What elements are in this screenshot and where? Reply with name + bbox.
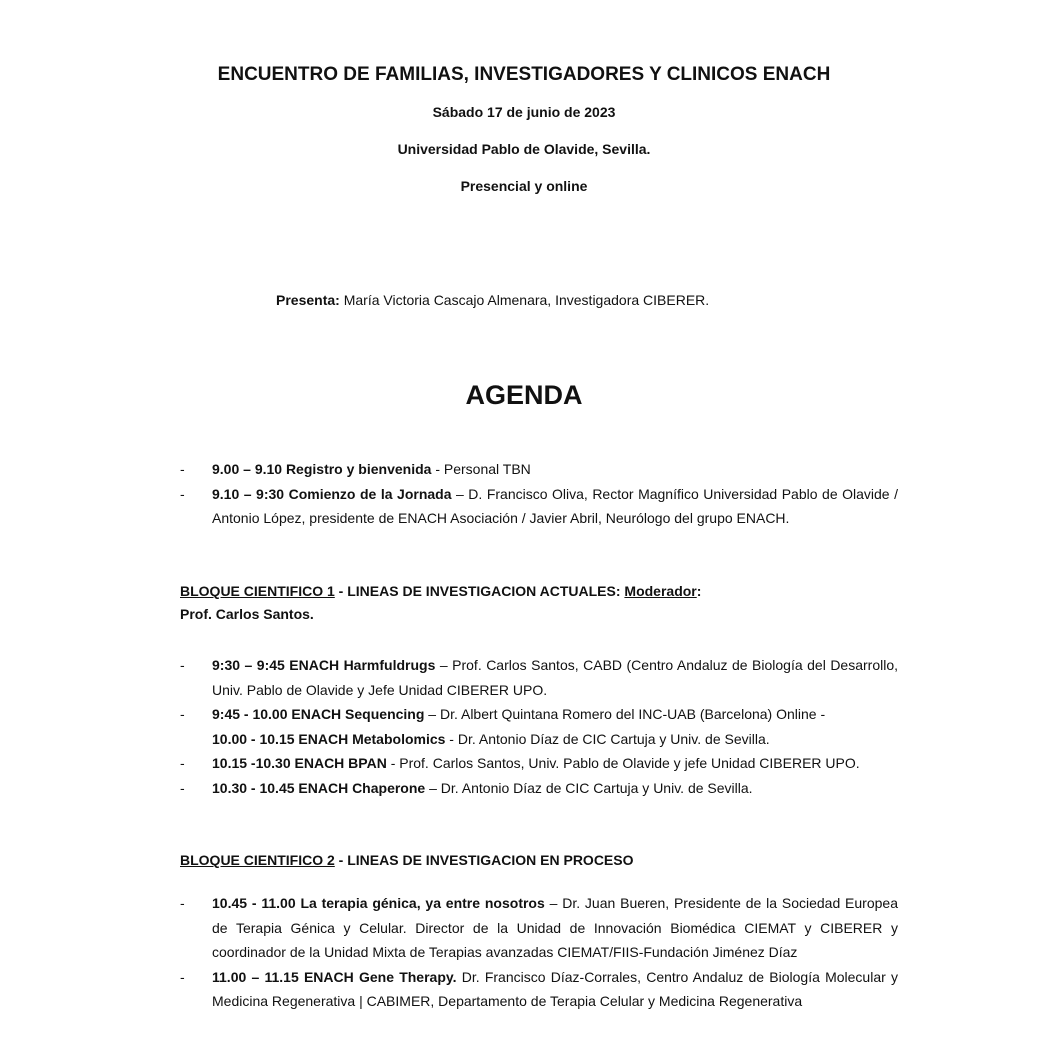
presenter-line bbox=[276, 292, 709, 308]
block1-agenda-list bbox=[180, 653, 898, 800]
item-time-title: 9.00 – 9.10 Registro y bienvenida bbox=[212, 461, 432, 477]
block1-heading bbox=[180, 580, 898, 626]
document-title: ENCUENTRO DE FAMILIAS, INVESTIGADORES Y CLINICOS ENACH bbox=[217, 64, 831, 85]
item-time-title: 10.30 - 10.45 ENACH Chaperone bbox=[212, 779, 426, 796]
list-item bbox=[180, 776, 898, 801]
block2-title: BLOQUE CIENTIFICO 2 bbox=[180, 852, 335, 868]
list-item bbox=[180, 653, 898, 702]
item-time-title: 10.45 - 11.00 La terapia génica, ya entre nosotros bbox=[212, 895, 545, 911]
presenter-label: Presenta: bbox=[276, 292, 340, 308]
item-detail: Dr. Francisco Díaz-Corrales, Centro Andaluz de Biología Molecular y Medicina Regenerativa | CABIMER, Departamento de Terapia Celular y Medicina Regenerativa bbox=[212, 968, 898, 1009]
item-time-title: 9:45 - 10.00 ENACH Sequencing bbox=[212, 706, 425, 722]
item-detail: – D. Francisco Oliva, Rector Magnífico Universidad Pablo de Olavide / Antonio López, presidente de ENACH Asociación / Javier Abril, Neurólogo del grupo ENACH. bbox=[212, 485, 898, 526]
list-item bbox=[180, 482, 898, 531]
block1-subtitle: - LINEAS DE INVESTIGACION ACTUALES: bbox=[334, 583, 625, 599]
item-time-title: 9:30 – 9:45 ENACH Harmfuldrugs bbox=[212, 657, 436, 673]
item-detail: – Prof. Carlos Santos, CABD (Centro Andaluz de Biología del Desarrollo, Univ. Pablo de Olavide y Jefe Unidad CIBERER UPO. bbox=[212, 657, 899, 698]
event-venue: Universidad Pablo de Olavide, Sevilla. bbox=[397, 141, 651, 157]
item-time-title: 11.00 – 11.15 ENACH Gene Therapy. bbox=[212, 968, 457, 985]
item-detail: - Dr. Antonio Díaz de CIC Cartuja y Univ. de Sevilla. bbox=[445, 730, 770, 747]
item-detail: – Dr. Antonio Díaz de CIC Cartuja y Univ. de Sevilla. bbox=[425, 779, 753, 796]
block2-subtitle: - LINEAS DE INVESTIGACION EN PROCESO bbox=[334, 852, 634, 868]
moderator-label: Moderador bbox=[624, 583, 697, 599]
item-detail: – Dr. Juan Bueren, Presidente de la Sociedad Europea de Terapia Génica y Celular. Director de la Unidad de Innovación Biomédica CIEMAT y CIBERER y coordinador de la Unidad Mixta de Terapias avanzadas CIEMAT/FIIS-Fundación Jiménez Díaz bbox=[212, 895, 898, 960]
list-item bbox=[180, 457, 898, 482]
agenda-heading: AGENDA bbox=[465, 380, 583, 410]
block2-agenda-list bbox=[180, 891, 898, 1014]
item-time-title: 10.15 -10.30 ENACH BPAN bbox=[212, 755, 387, 771]
item-time-title: 10.00 - 10.15 ENACH Metabolomics bbox=[212, 730, 446, 747]
moderator-name: Prof. Carlos Santos. bbox=[180, 606, 314, 622]
list-item bbox=[180, 727, 898, 752]
item-detail: - Personal TBN bbox=[431, 461, 531, 477]
intro-agenda-list bbox=[180, 457, 898, 531]
list-item bbox=[180, 891, 898, 965]
item-time-title: 9.10 – 9:30 Comienzo de la Jornada bbox=[212, 485, 452, 502]
event-date: Sábado 17 de junio de 2023 bbox=[432, 104, 616, 120]
item-detail: – Dr. Albert Quintana Romero del INC-UAB (Barcelona) Online - bbox=[424, 706, 826, 722]
moderator-colon: : bbox=[696, 583, 702, 599]
event-mode: Presencial y online bbox=[460, 178, 588, 194]
block1-title: BLOQUE CIENTIFICO 1 bbox=[180, 583, 335, 599]
list-item bbox=[180, 965, 898, 1014]
item-detail: - Prof. Carlos Santos, Univ. Pablo de Olavide y jefe Unidad CIBERER UPO. bbox=[386, 755, 860, 771]
list-item bbox=[180, 702, 898, 727]
presenter-text: María Victoria Cascajo Almenara, Investigadora CIBERER. bbox=[339, 292, 710, 308]
list-item bbox=[180, 751, 898, 776]
block2-heading bbox=[180, 849, 898, 872]
